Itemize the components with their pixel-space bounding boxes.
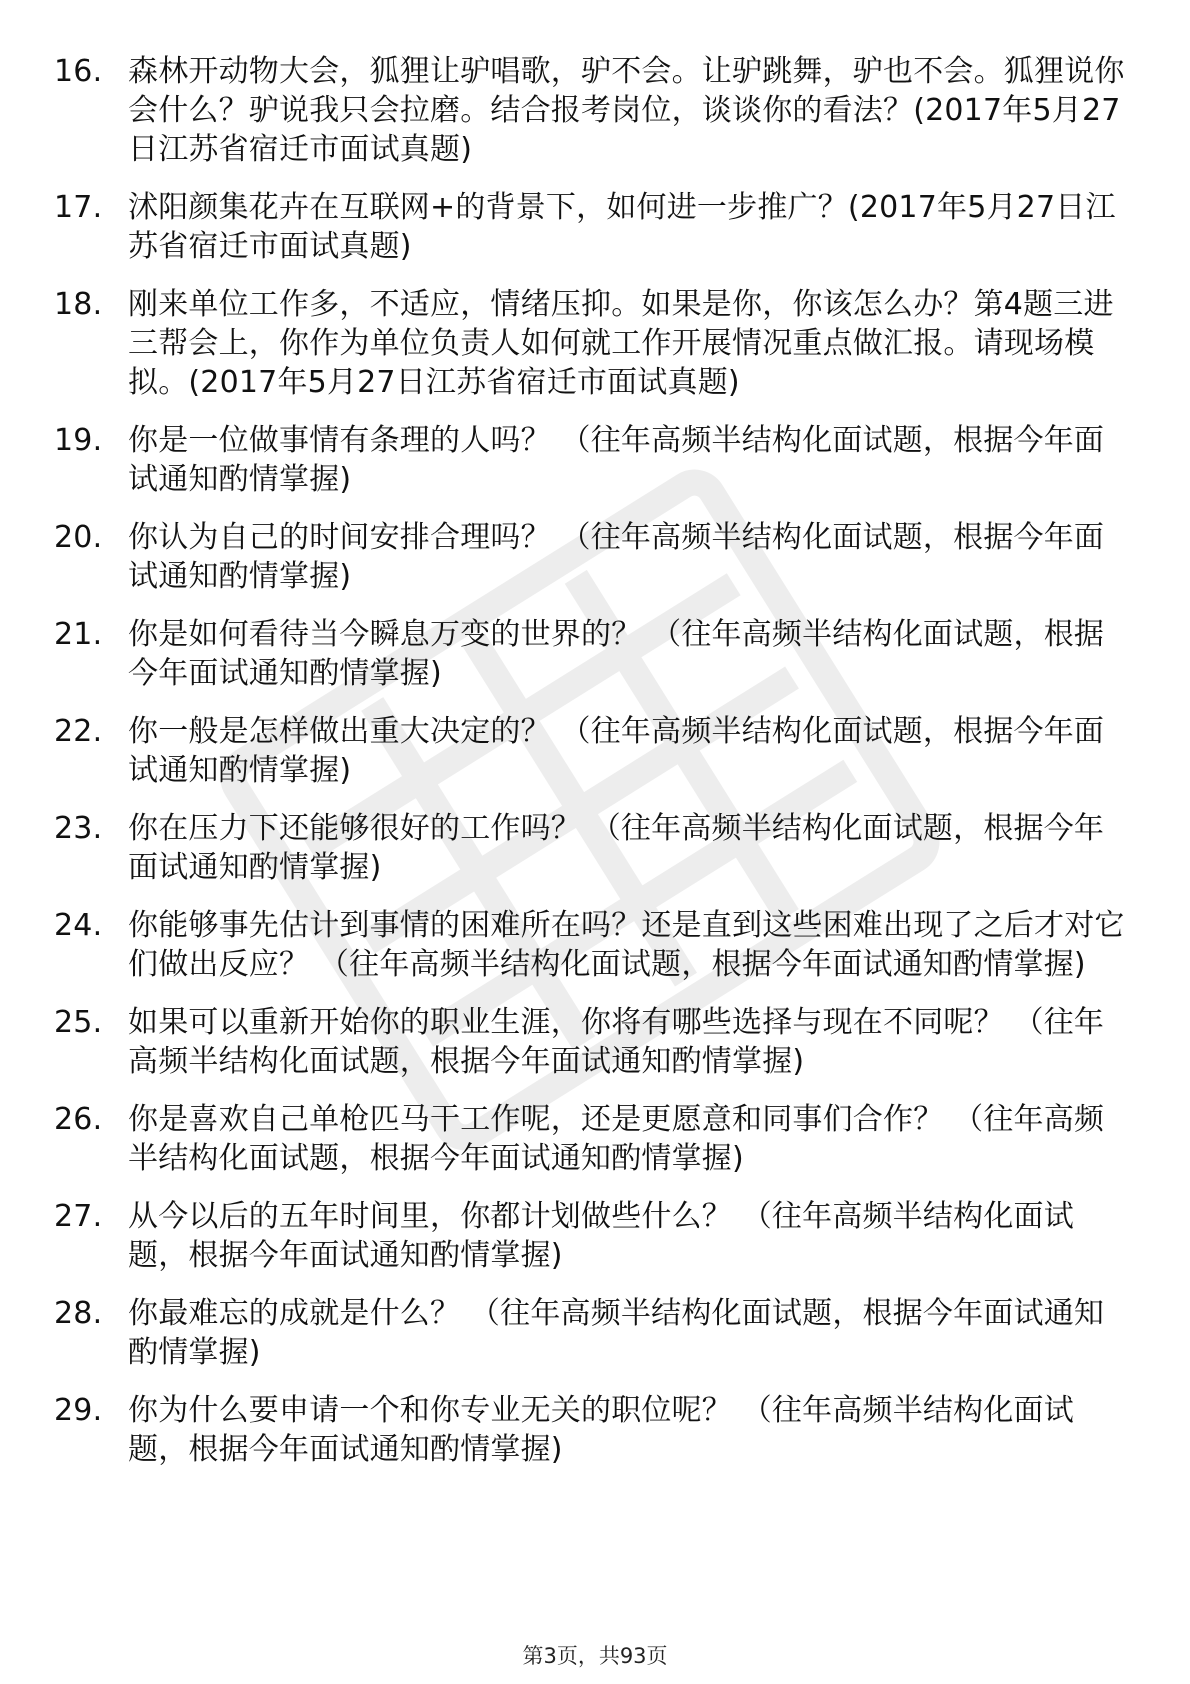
question-item-20 xyxy=(0,518,1190,596)
question-item-29 xyxy=(0,1391,1190,1469)
question-item-28 xyxy=(0,1294,1190,1372)
question-text: 你在压力下还能够很好的工作吗？ （往年高频半结构化面试题，根据今年面试通知酌情掌握) xyxy=(128,811,1105,885)
question-item-19 xyxy=(0,421,1190,499)
page-footer xyxy=(0,1640,1190,1670)
question-number: 25. xyxy=(54,1005,103,1040)
question-item-23 xyxy=(0,809,1190,887)
question-item-16 xyxy=(0,52,1190,169)
question-number: 17. xyxy=(54,190,103,225)
question-number: 29. xyxy=(54,1393,103,1428)
question-text: 你一般是怎样做出重大决定的？ （往年高频半结构化面试题，根据今年面试通知酌情掌握) xyxy=(128,714,1105,788)
question-item-18 xyxy=(0,285,1190,402)
question-text: 森林开动物大会，狐狸让驴唱歌，驴不会。让驴跳舞，驴也不会。狐狸说你会什么？驴说我只会拉磨。结合报考岗位，谈谈你的看法？(2017年5月27日江苏省宿迁市面试真题) xyxy=(128,54,1125,167)
question-number: 20. xyxy=(54,520,103,555)
question-number: 19. xyxy=(54,423,103,458)
page-number-label: 第3页，共93页 xyxy=(522,1644,668,1668)
question-item-27 xyxy=(0,1197,1190,1275)
question-text: 你为什么要申请一个和你专业无关的职位呢？ （往年高频半结构化面试题，根据今年面试通知酌情掌握) xyxy=(128,1393,1074,1467)
question-item-22 xyxy=(0,712,1190,790)
question-text: 你能够事先估计到事情的困难所在吗？还是直到这些困难出现了之后才对它们做出反应？ （往年高频半结构化面试题，根据今年面试通知酌情掌握) xyxy=(128,908,1125,982)
question-number: 21. xyxy=(54,617,103,652)
question-number: 18. xyxy=(54,287,103,322)
question-item-21 xyxy=(0,615,1190,693)
question-number: 26. xyxy=(54,1102,103,1137)
question-text: 你认为自己的时间安排合理吗？ （往年高频半结构化面试题，根据今年面试通知酌情掌握) xyxy=(128,520,1105,594)
question-text: 如果可以重新开始你的职业生涯，你将有哪些选择与现在不同呢？ （往年高频半结构化面试题，根据今年面试通知酌情掌握) xyxy=(128,1005,1105,1079)
question-text: 你是如何看待当今瞬息万变的世界的？ （往年高频半结构化面试题，根据今年面试通知酌情掌握) xyxy=(128,617,1105,691)
question-text: 你最难忘的成就是什么？ （往年高频半结构化面试题，根据今年面试通知酌情掌握) xyxy=(128,1296,1105,1370)
question-text: 刚来单位工作多，不适应，情绪压抑。如果是你，你该怎么办？第4题三进三帮会上，你作为单位负责人如何就工作开展情况重点做汇报。请现场模拟。(2017年5月27日江苏省宿迁市面试真题) xyxy=(128,287,1114,400)
question-item-24 xyxy=(0,906,1190,984)
question-item-25 xyxy=(0,1003,1190,1081)
question-item-17 xyxy=(0,188,1190,266)
question-number: 16. xyxy=(54,54,103,89)
question-text: 沭阳颜集花卉在互联网+的背景下，如何进一步推广？(2017年5月27日江苏省宿迁市面试真题) xyxy=(128,190,1116,264)
question-number: 22. xyxy=(54,714,103,749)
question-number: 28. xyxy=(54,1296,103,1331)
question-number: 23. xyxy=(54,811,103,846)
question-text: 你是喜欢自己单枪匹马干工作呢，还是更愿意和同事们合作？ （往年高频半结构化面试题，根据今年面试通知酌情掌握) xyxy=(128,1102,1105,1176)
question-text: 你是一位做事情有条理的人吗？ （往年高频半结构化面试题，根据今年面试通知酌情掌握) xyxy=(128,423,1105,497)
question-text: 从今以后的五年时间里，你都计划做些什么？ （往年高频半结构化面试题，根据今年面试通知酌情掌握) xyxy=(128,1199,1074,1273)
question-number: 27. xyxy=(54,1199,103,1234)
question-number: 24. xyxy=(54,908,103,943)
question-item-26 xyxy=(0,1100,1190,1178)
question-list xyxy=(0,52,1190,1488)
